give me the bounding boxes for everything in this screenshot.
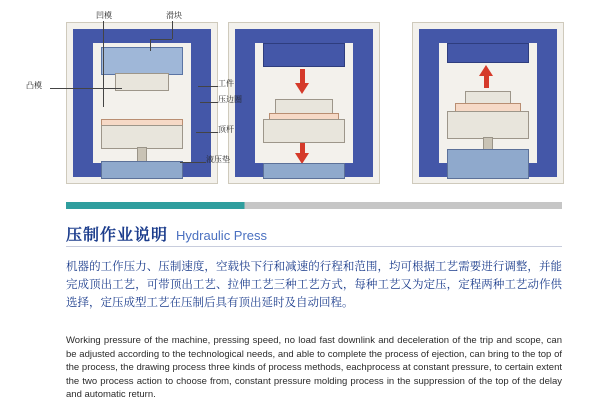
press-left-column: [419, 29, 439, 177]
callout-slide: 滑块: [166, 11, 182, 20]
callout-blank-holder: 压边圈: [218, 95, 242, 104]
concave-die: [263, 119, 345, 143]
leader-line: [180, 162, 206, 163]
leader-line: [50, 88, 122, 89]
slide-block: [263, 43, 345, 67]
concave-die: [101, 125, 183, 149]
press-right-column: [537, 29, 557, 177]
diagram-panel-ejecting: [412, 22, 564, 184]
down-arrow-stem: [300, 143, 305, 153]
up-arrow-stem: [484, 76, 489, 88]
slide-block: [101, 47, 183, 75]
callout-workpiece: 工件: [218, 79, 234, 88]
heading-cn: 压制作业说明: [66, 227, 169, 244]
body-text-cn: 机器的工作压力、压制速度，空载快下行和减速的行程和范围，均可根据工艺需要进行调整，并能完成顶出工艺，可带顶出工艺、拉伸工艺三种工艺方式，每种工艺又为定压，定程两种工艺动作供选择，定压成型工艺在压制后具有顶出延时及自动回程。: [66, 261, 562, 309]
press-right-column: [353, 29, 373, 177]
section-divider: [66, 202, 562, 209]
hydraulic-cushion: [101, 161, 183, 179]
callout-convex-die: 凸模: [26, 81, 42, 90]
leader-line: [150, 39, 172, 40]
callout-ejector-pin: 顶杆: [218, 125, 234, 134]
down-arrow-icon: [295, 83, 309, 94]
callout-concave-die: 凹模: [96, 11, 112, 20]
leader-line: [150, 39, 151, 51]
leader-line: [198, 86, 218, 87]
press-diagram: [0, 0, 600, 200]
leader-line: [103, 21, 104, 107]
concave-die: [447, 111, 529, 139]
heading-rule: [66, 246, 562, 247]
diagram-panel-open: [66, 22, 218, 184]
up-arrow-icon: [479, 65, 493, 76]
leader-line: [172, 21, 173, 39]
section-heading: [66, 222, 267, 245]
body-text-en: Working pressure of the machine, pressing speed, no load fast downlink and deceleration of the trip and scope, can be adjusted according to the technological needs, and able to complete the process of ejection, can bring to the top of the process, the drawing process three kinds of process methods, eachprocess at constant pressure, to certain extent the two process action to choose from, constant pressure molding process in the suppression of the top of the delay and automatic return.: [66, 335, 562, 400]
diagram-panel-pressing: [228, 22, 380, 184]
down-arrow-stem: [300, 69, 305, 83]
press-left-column: [73, 29, 93, 177]
hydraulic-cushion: [263, 163, 345, 179]
leader-line: [196, 132, 218, 133]
leader-line: [200, 102, 218, 103]
convex-die: [115, 73, 169, 91]
heading-en: Hydraulic Press: [176, 228, 268, 243]
hydraulic-cushion: [447, 149, 529, 179]
callout-hydraulic-cushion: 液压垫: [206, 155, 230, 164]
slide-block: [447, 43, 529, 63]
